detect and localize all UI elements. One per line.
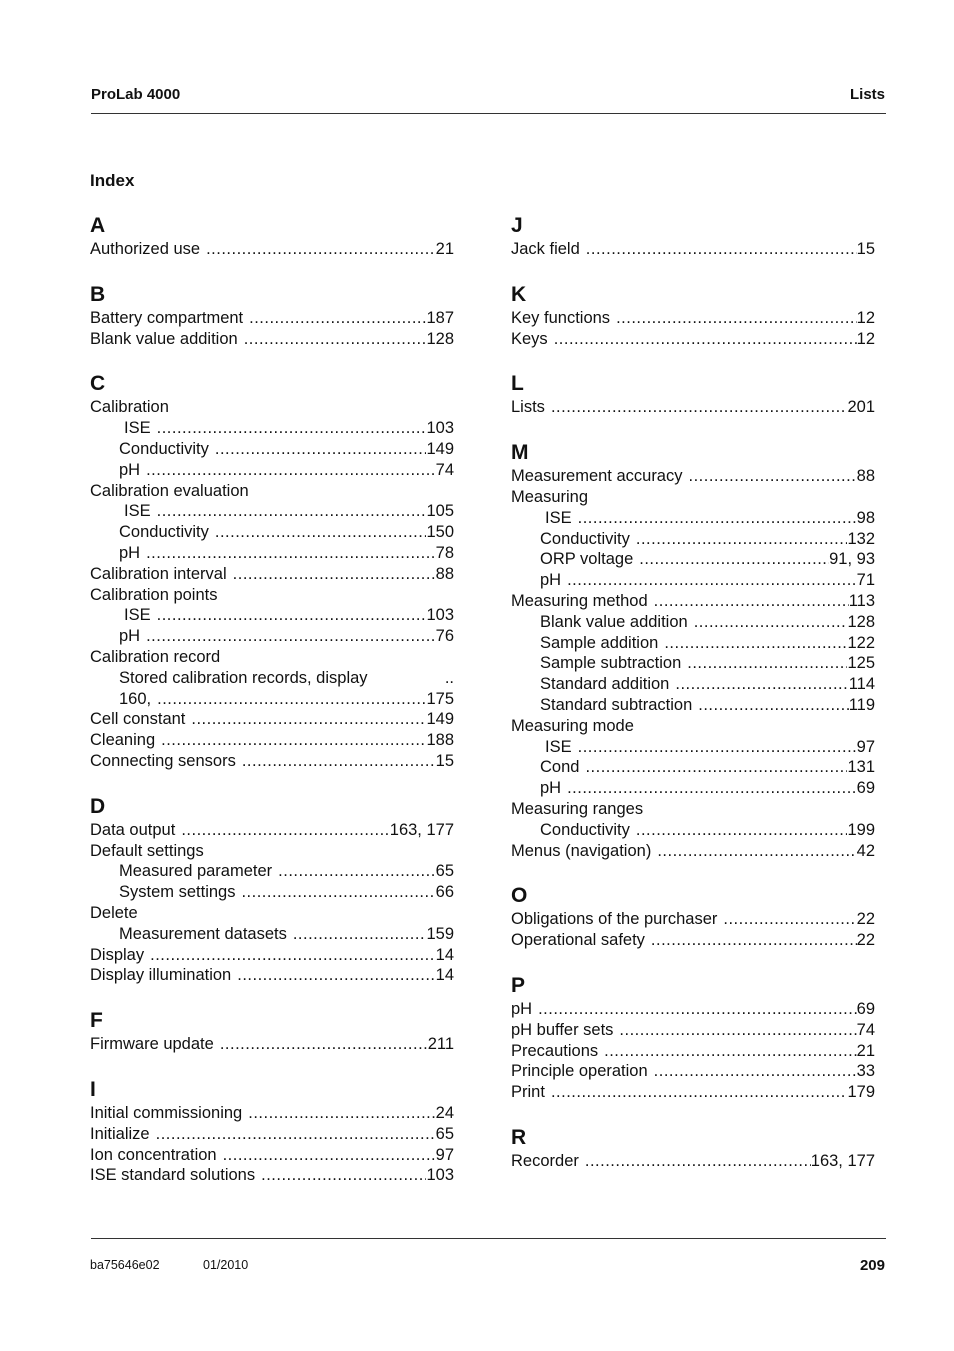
index-section-f — [90, 1008, 454, 1055]
entry-term: Principle operation — [511, 1062, 648, 1081]
entry-term: Calibration points — [90, 585, 218, 604]
entry-term: ISE standard solutions — [90, 1166, 256, 1185]
index-entry — [511, 930, 875, 951]
entry-term: System settings — [119, 883, 236, 902]
dot-leader — [248, 1103, 435, 1124]
entry-term: Standard subtraction — [540, 695, 693, 714]
index-section-b — [90, 282, 454, 350]
entry-term: Sample addition — [540, 633, 659, 652]
entry-page: 149 — [426, 710, 454, 729]
section-letter: D — [90, 794, 106, 818]
entry-term: Conductivity — [540, 529, 630, 548]
entry-page: 78 — [435, 543, 454, 562]
entry-term: Calibration record — [90, 647, 221, 666]
index-entry — [511, 1082, 875, 1103]
index-entry — [90, 668, 454, 689]
index-entry — [511, 999, 875, 1020]
entry-term: Cleaning — [90, 731, 156, 750]
index-entry — [511, 633, 875, 654]
dot-leader — [585, 1151, 811, 1172]
entry-term: Display — [90, 945, 145, 964]
index-entry — [511, 529, 875, 550]
dot-leader — [161, 730, 426, 751]
entry-term: ISE — [124, 502, 151, 521]
dot-leader — [249, 308, 426, 329]
entry-term: Ion concentration — [90, 1145, 217, 1164]
index-section-l — [511, 371, 875, 418]
entry-term: pH — [540, 779, 562, 798]
entry-page: 98 — [856, 508, 875, 527]
entry-term: Menus (navigation) — [511, 841, 652, 860]
entry-term: ISE — [545, 508, 572, 527]
index-entry — [511, 1020, 875, 1041]
dot-leader — [220, 1034, 428, 1055]
dot-leader — [215, 522, 427, 543]
index-section-o — [511, 883, 875, 951]
entry-term: Standard addition — [540, 675, 670, 694]
entry-page: 33 — [856, 1062, 875, 1081]
entry-page: 103 — [426, 419, 454, 438]
index-entry-heading — [90, 647, 454, 668]
index-entry — [511, 508, 875, 529]
entry-page: 91, 93 — [829, 550, 875, 569]
entry-term: Data output — [90, 820, 176, 839]
dot-leader — [191, 709, 426, 730]
entry-page: 15 — [435, 751, 454, 770]
index-entry — [90, 626, 454, 647]
index-entry — [511, 549, 875, 570]
entry-page: 125 — [847, 654, 875, 673]
index-column-left — [90, 213, 454, 1208]
entry-page: 65 — [435, 862, 454, 881]
dot-leader — [654, 1061, 857, 1082]
section-letter: I — [90, 1077, 96, 1101]
index-entry — [511, 466, 875, 487]
index-entry — [511, 612, 875, 633]
section-letter: M — [511, 441, 529, 465]
entry-page: 88 — [856, 467, 875, 486]
entry-term: Keys — [511, 329, 548, 348]
entry-term: Print — [511, 1083, 545, 1102]
entry-term: Initialize — [90, 1124, 150, 1143]
entry-term: Jack field — [511, 240, 580, 258]
dot-leader — [242, 751, 436, 772]
entry-term: 160, — [119, 689, 152, 708]
entry-page: 74 — [856, 1020, 875, 1039]
index-entry — [511, 757, 875, 778]
entry-page: 163, 177 — [810, 1151, 875, 1170]
section-letter: F — [90, 1009, 103, 1033]
index-entry — [511, 778, 875, 799]
entry-page: 15 — [856, 240, 875, 258]
dot-leader — [636, 529, 848, 550]
entry-page: 76 — [435, 627, 454, 646]
entry-page: 97 — [856, 737, 875, 756]
entry-page: 128 — [426, 329, 454, 348]
dot-leader — [156, 1124, 436, 1145]
entry-page: 128 — [847, 612, 875, 631]
index-entry — [511, 674, 875, 695]
entry-term: Lists — [511, 398, 545, 417]
entry-term: pH — [119, 460, 141, 479]
index-section-i — [90, 1077, 454, 1186]
dot-leader — [233, 564, 436, 585]
header-rule — [91, 113, 886, 114]
dot-leader — [150, 945, 436, 966]
index-section-r — [511, 1125, 875, 1172]
index-entry — [90, 820, 454, 841]
entry-page: 122 — [847, 633, 875, 652]
index-section-j — [511, 213, 875, 260]
dot-leader — [619, 1020, 856, 1041]
entry-term: Connecting sensors — [90, 751, 236, 770]
dot-leader — [586, 239, 857, 260]
dot-leader — [585, 757, 847, 778]
document-code: ba75646e02 — [90, 1258, 160, 1272]
entry-term: ISE — [124, 606, 151, 625]
section-letter: L — [511, 372, 524, 396]
entry-page: 179 — [847, 1083, 875, 1102]
section-letter: R — [511, 1125, 527, 1149]
entry-term: Authorized use — [90, 240, 201, 258]
dot-leader — [293, 924, 427, 945]
entry-page: 103 — [426, 1166, 454, 1185]
dot-leader — [723, 909, 856, 930]
entry-term: Calibration — [90, 398, 169, 417]
entry-page: 97 — [435, 1145, 454, 1164]
running-header-title: ProLab 4000 — [91, 86, 181, 103]
entry-term: Measuring ranges — [511, 799, 644, 818]
entry-page: 113 — [848, 591, 875, 610]
entry-page: 175 — [426, 689, 454, 708]
index-entry — [90, 329, 454, 350]
dot-leader — [261, 1165, 426, 1186]
index-entry — [511, 653, 875, 674]
dot-leader — [687, 653, 847, 674]
index-entry — [511, 591, 875, 612]
index-section-d — [90, 794, 454, 986]
dot-leader — [554, 329, 857, 350]
index-entry-heading — [90, 903, 454, 924]
entry-term: Battery compartment — [90, 308, 244, 327]
entry-term: Conductivity — [119, 523, 209, 542]
entry-page: 21 — [856, 1041, 875, 1060]
entry-page: 150 — [426, 523, 454, 542]
index-entry — [90, 1145, 454, 1166]
entry-term: pH — [540, 571, 562, 590]
entry-page: 66 — [435, 883, 454, 902]
dot-leader — [567, 778, 857, 799]
index-entry — [90, 1034, 454, 1055]
dot-leader — [654, 591, 849, 612]
entry-page: 22 — [856, 910, 875, 929]
entry-page: 199 — [847, 820, 875, 839]
index-entry — [511, 695, 875, 716]
entry-page: 188 — [426, 731, 454, 750]
index-entry-heading — [90, 841, 454, 862]
index-entry — [511, 1041, 875, 1062]
entry-term: Calibration interval — [90, 564, 227, 583]
entry-page: .. — [444, 668, 454, 687]
index-entry — [511, 737, 875, 758]
dot-leader — [664, 633, 847, 654]
dot-leader — [181, 820, 389, 841]
section-letter: O — [511, 884, 528, 908]
entry-term: pH — [511, 999, 533, 1018]
dot-leader — [223, 1145, 436, 1166]
dot-leader — [157, 605, 427, 626]
index-entry — [511, 308, 875, 329]
entry-term: Calibration evaluation — [90, 481, 249, 500]
section-letter: A — [90, 214, 106, 237]
dot-leader — [689, 466, 857, 487]
entry-term: pH — [119, 543, 141, 562]
entry-page: 114 — [848, 675, 875, 694]
document-date: 01/2010 — [203, 1258, 249, 1272]
dot-leader — [651, 930, 857, 951]
entry-page: 65 — [435, 1124, 454, 1143]
entry-page: 42 — [856, 841, 875, 860]
dot-leader — [636, 820, 848, 841]
index-entry — [90, 239, 454, 260]
index-section-k — [511, 282, 875, 350]
index-section-a — [90, 213, 454, 260]
index-entry-heading — [511, 487, 875, 508]
entry-page: 103 — [426, 606, 454, 625]
dot-leader — [244, 329, 427, 350]
entry-term: Precautions — [511, 1041, 599, 1060]
entry-term: Conductivity — [540, 820, 630, 839]
index-entry — [90, 439, 454, 460]
entry-page: 187 — [426, 308, 454, 327]
dot-leader — [551, 1082, 848, 1103]
entry-term: Measuring method — [511, 591, 648, 610]
dot-leader — [146, 626, 436, 647]
index-entry — [90, 689, 454, 710]
entry-page: 69 — [856, 999, 875, 1018]
dot-leader — [604, 1041, 857, 1062]
entry-page: 105 — [426, 502, 454, 521]
entry-page: 14 — [435, 966, 454, 985]
entry-term: Cond — [540, 758, 580, 777]
entry-term: Stored calibration records, display — [119, 668, 368, 687]
section-letter: P — [511, 973, 526, 997]
dot-leader — [639, 549, 829, 570]
entry-page: 149 — [426, 439, 454, 458]
dot-leader — [157, 501, 427, 522]
dot-leader — [157, 418, 427, 439]
index-entry-heading — [511, 716, 875, 737]
dot-leader — [578, 737, 857, 758]
entry-term: ISE — [124, 419, 151, 438]
index-entry — [90, 522, 454, 543]
index-entry — [90, 730, 454, 751]
entry-term: Conductivity — [119, 439, 209, 458]
index-entry-heading — [511, 799, 875, 820]
dot-leader — [694, 612, 848, 633]
index-entry — [511, 841, 875, 862]
entry-term: Cell constant — [90, 710, 186, 729]
entry-term: Measuring — [511, 487, 589, 506]
entry-term: Key functions — [511, 308, 611, 327]
entry-page: 88 — [435, 564, 454, 583]
footer-rule — [91, 1238, 886, 1239]
index-entry — [90, 751, 454, 772]
dot-leader — [215, 439, 427, 460]
entry-term: Measured parameter — [119, 862, 273, 881]
index-entry — [90, 1165, 454, 1186]
entry-term: Sample subtraction — [540, 654, 682, 673]
index-entry — [90, 709, 454, 730]
index-entry-heading — [90, 585, 454, 606]
dot-leader — [616, 308, 857, 329]
entry-term: pH — [119, 627, 141, 646]
entry-term: Measurement datasets — [119, 924, 287, 943]
entry-page: 132 — [847, 529, 875, 548]
entry-term: Default settings — [90, 841, 204, 860]
entry-term: Obligations of the purchaser — [511, 910, 718, 929]
entry-page: 74 — [435, 460, 454, 479]
dot-leader — [241, 882, 435, 903]
section-letter: K — [511, 282, 527, 306]
entry-term: Initial commissioning — [90, 1103, 243, 1122]
index-section-m — [511, 440, 875, 861]
entry-page: 119 — [848, 695, 875, 714]
dot-leader — [237, 965, 435, 986]
index-entry — [90, 501, 454, 522]
page-number: 209 — [859, 1257, 885, 1274]
dot-leader — [206, 239, 436, 260]
entry-term: Delete — [90, 903, 138, 922]
index-entry — [90, 605, 454, 626]
entry-page: 24 — [435, 1103, 454, 1122]
entry-page: 14 — [435, 945, 454, 964]
entry-page: 22 — [856, 931, 875, 950]
index-entry — [90, 965, 454, 986]
dot-leader — [578, 508, 857, 529]
index-entry — [90, 861, 454, 882]
entry-page: 201 — [847, 398, 875, 417]
dot-leader — [157, 689, 426, 710]
index-entry — [90, 418, 454, 439]
entry-page: 12 — [856, 308, 875, 327]
index-entry — [90, 1124, 454, 1145]
dot-leader — [657, 841, 856, 862]
page-title: Index — [90, 171, 135, 190]
index-entry — [511, 329, 875, 350]
dot-leader — [698, 695, 848, 716]
index-entry — [511, 909, 875, 930]
entry-page: 159 — [426, 924, 454, 943]
entry-page: 71 — [856, 571, 875, 590]
entry-term: Measurement accuracy — [511, 467, 683, 486]
index-entry — [90, 564, 454, 585]
index-entry — [90, 543, 454, 564]
section-letter: B — [90, 282, 106, 306]
index-section-c — [90, 371, 454, 771]
entry-term: Blank value addition — [540, 612, 688, 631]
running-header-section: Lists — [849, 86, 885, 103]
entry-term: Operational safety — [511, 931, 645, 950]
index-entry — [511, 570, 875, 591]
entry-term: ORP voltage — [540, 550, 634, 569]
entry-page: 69 — [856, 779, 875, 798]
dot-leader — [675, 674, 848, 695]
index-column-right — [511, 213, 875, 1194]
index-entry — [90, 1103, 454, 1124]
index-entry — [511, 397, 875, 418]
index-entry — [90, 924, 454, 945]
index-entry — [90, 945, 454, 966]
index-entry — [511, 820, 875, 841]
entry-term: Display illumination — [90, 966, 232, 985]
dot-leader — [146, 543, 436, 564]
dot-leader — [278, 861, 435, 882]
entry-page: 211 — [427, 1035, 454, 1054]
index-entry — [511, 1151, 875, 1172]
entry-page: 12 — [856, 329, 875, 348]
index-entry-heading — [90, 481, 454, 502]
entry-term: Recorder — [511, 1151, 579, 1170]
entry-term: pH buffer sets — [511, 1020, 614, 1039]
entry-page: 163, 177 — [389, 820, 454, 839]
index-entry-heading — [90, 397, 454, 418]
index-entry — [90, 882, 454, 903]
index-entry — [90, 308, 454, 329]
section-letter: J — [511, 214, 523, 237]
dot-leader — [146, 460, 436, 481]
dot-leader — [538, 999, 857, 1020]
dot-leader — [551, 397, 848, 418]
entry-term: ISE — [545, 737, 572, 756]
section-letter: C — [90, 372, 106, 396]
index-entry — [90, 460, 454, 481]
index-entry — [511, 1061, 875, 1082]
index-section-p — [511, 973, 875, 1103]
index-entry — [511, 239, 875, 260]
entry-term: Firmware update — [90, 1035, 214, 1054]
entry-term: Blank value addition — [90, 329, 238, 348]
entry-page: 131 — [847, 758, 875, 777]
dot-leader — [567, 570, 857, 591]
entry-term: Measuring mode — [511, 716, 634, 735]
entry-page: 21 — [435, 240, 454, 258]
